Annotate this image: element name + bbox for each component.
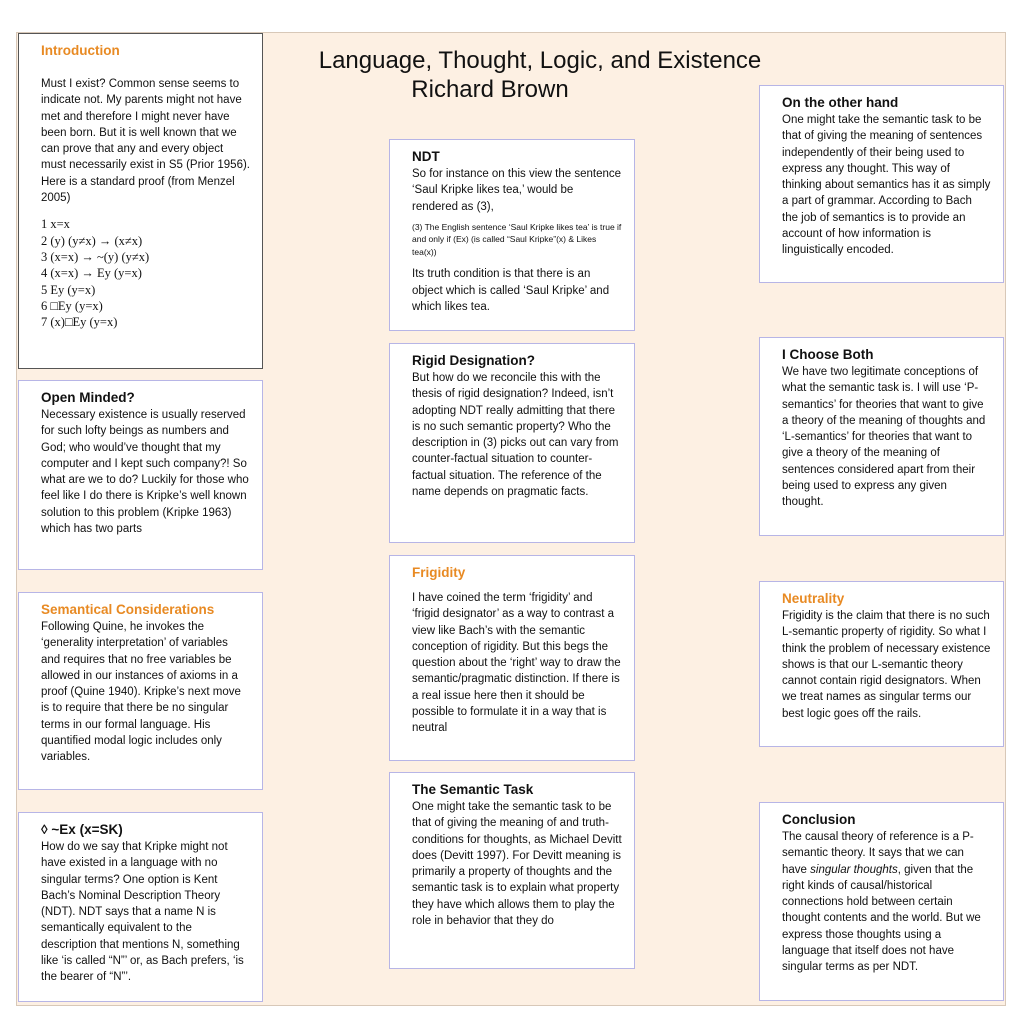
introduction-panel xyxy=(18,33,263,369)
other-hand-heading: On the other hand xyxy=(782,95,899,110)
open-minded-heading: Open Minded? xyxy=(41,390,135,405)
proof-line: 3 (x=x) → ~(y) (y≠x) xyxy=(41,249,150,264)
proof-line: 1 x=x xyxy=(41,217,70,232)
ndt-panel xyxy=(389,139,635,331)
neutrality-panel xyxy=(759,581,1004,747)
semantical-heading: Semantical Considerations xyxy=(41,602,215,617)
ndt-heading: NDT xyxy=(412,149,440,164)
possibility-panel xyxy=(18,812,263,1002)
other-hand-text: One might take the semantic task to be that of giving the meaning of sentences independently of their being used to express any thought. This way of thinking about semantics has it as simply a part of grammar. According to Bach the job of semantics is to provide an account of how information is linguistically encoded. xyxy=(782,114,991,257)
conclusion-heading: Conclusion xyxy=(782,812,856,827)
semantic-task-heading: The Semantic Task xyxy=(412,782,534,797)
proof-line: 4 (x=x) → Ey (y=x) xyxy=(41,266,142,281)
semantical-considerations-panel xyxy=(18,592,263,790)
rigid-text: But how do we reconcile this with the thesis of rigid designation? Indeed, isn’t adopting NDT really admitting that there is no such semantic property? Who the description in (3) picks out can vary from counter-factual situation to counter-factual situation. The reference of the name depends on pragmatic facts. xyxy=(412,372,619,499)
neutrality-text: Frigidity is the claim that there is no such L-semantic property of rigidity. So what I think the problem of necessary existence shows is that our L-semantic theory cannot contain rigid designators. When we treat names as singular terms our best logic goes off the rails. xyxy=(782,610,991,720)
introduction-heading: Introduction xyxy=(41,43,120,58)
choose-both-text: We have two legitimate conceptions of what the semantic task is. I will use ‘P-semantics’ for theories that want to give a theory of the meaning of thoughts and ‘L-semantics’ for theories that want to give a theory of the meaning of sentences considered apart from their being used to express any given thought. xyxy=(782,366,986,509)
ndt-example: (3) The English sentence ‘Saul Kripke likes tea’ is true if and only if (Ex) (is called “Saul Kripke”(x) & Likes tea(x)) xyxy=(412,221,622,257)
semantical-text: Following Quine, he invokes the ‘generality interpretation’ of variables and requires that no free variables be allowed in our instances of axioms in a proof (Quine 1940). Kripke’s next move is to require that there be no singular terms in our formal language. His quantified modal logic includes only variables. xyxy=(41,621,241,764)
poster-author: Richard Brown xyxy=(411,76,569,103)
choose-both-panel xyxy=(759,337,1004,536)
neutrality-heading: Neutrality xyxy=(782,591,845,606)
poster-title: Language, Thought, Logic, and Existence xyxy=(318,47,762,74)
proof-line: 6 □Ey (y=x) xyxy=(41,298,103,313)
proof-line: 7 (x)□Ey (y=x) xyxy=(41,315,118,330)
proof-line: 2 (y) (y≠x) → (x≠x) xyxy=(41,233,143,248)
conclusion-emphasis: singular thoughts xyxy=(810,863,898,876)
conclusion-panel xyxy=(759,802,1004,1001)
proof-list xyxy=(41,216,250,330)
conclusion-text-part: , given that the right kinds of causal/historical connections hold between certain thought contents and the world. But we express those thoughts using a language that itself does not have singular terms as per NDT. xyxy=(782,863,981,974)
proof-line: 5 Ey (y=x) xyxy=(41,282,96,297)
frigidity-heading: Frigidity xyxy=(412,565,466,580)
choose-both-heading: I Choose Both xyxy=(782,347,874,362)
other-hand-panel xyxy=(759,85,1004,283)
poster-title-block xyxy=(270,46,810,104)
semantic-task-panel xyxy=(389,772,635,969)
frigidity-panel xyxy=(389,555,635,761)
conclusion-text-part: The causal theory of reference is a P-semantic theory. It says that we can have xyxy=(782,831,974,876)
conclusion-text xyxy=(782,829,991,976)
open-minded-text: Necessary existence is usually reserved for such lofty beings as numbers and God; who would’ve thought that my computer and I kept such company?! So what are we to do? Luckily for those who feel like I do there is Kripke’s well known solution to this problem (Kripke 1963) which has two parts xyxy=(41,409,249,536)
ndt-text-2: Its truth condition is that there is an object which is called ‘Saul Kripke’ and which likes tea. xyxy=(412,268,610,313)
semantic-task-text: One might take the semantic task to be that of giving the meaning of and truth-conditions for thoughts, as Michael Devitt does (Devitt 1997). For Devitt meaning is primarily a property of thoughts and the semantic task is to explain what property they have which allows them to play the role in behavior that they do xyxy=(412,801,622,928)
possibility-heading: ◊ ~Ex (x=SK) xyxy=(41,822,123,837)
open-minded-panel xyxy=(18,380,263,570)
frigidity-text: I have coined the term ‘frigidity’ and ‘frigid designator’ as a way to contrast a view like Bach’s with the semantic conception of rigidity. But this begs the question about the ‘right’ way to draw the semantic/pragmatic distinction. If there is a real issue here then it should be possible to formulate it in a way that is neutral xyxy=(412,592,621,735)
possibility-text: How do we say that Kripke might not have existed in a language with no singular terms? One option is Kent Bach’s Nominal Description Theory (NDT). NDT says that a name N is semantically equivalent to the description that mentions N, something like ‘is called “N”’ or, as Bach prefers, ‘is the bearer of “N”’. xyxy=(41,841,244,984)
introduction-text: Must I exist? Common sense seems to indicate not. My parents might not have met and therefore I might never have been born. But it is well known that we can prove that any and every object must necessarily exist in S5 (Prior 1956). Here is a standard proof (from Menzel 2005) xyxy=(41,78,250,205)
rigid-designation-panel xyxy=(389,343,635,543)
rigid-heading: Rigid Designation? xyxy=(412,353,535,368)
ndt-text: So for instance on this view the sentence ‘Saul Kripke likes tea,’ would be rendered as (3), xyxy=(412,168,622,213)
